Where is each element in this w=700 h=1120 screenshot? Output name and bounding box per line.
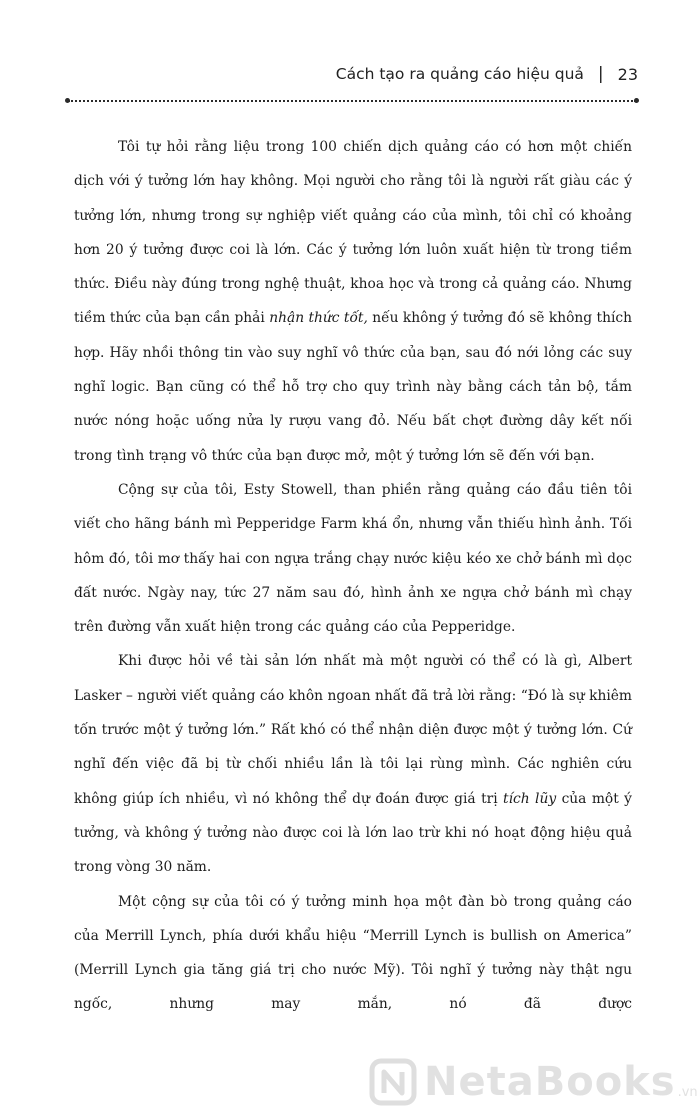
watermark (368, 1052, 698, 1112)
paragraph-2-text: Cộng sự của tôi, Esty Stowell, than phiền rằng quảng cáo đầu tiên tôi viết cho hãng bánh mì Pepperidge Farm khá ổn, nhưng vẫn thiếu hình ảnh. Tối hôm đó, tôi mơ thấy hai con ngựa trắng chạy nước kiệu kéo xe chở bánh mì dọc đất nước. Ngày nay, tức 27 năm sau đó, hình ảnh xe ngựa chở bánh mì chạy trên đường vẫn xuất hiện trong các quảng cáo của Pepperidge. (74, 481, 632, 636)
dotted-header-rule (68, 100, 636, 102)
running-header (336, 64, 638, 84)
paragraph-4-text: Một cộng sự của tôi có ý tưởng minh họa một đàn bò trong quảng cáo của Merrill Lynch, phía dưới khẩu hiệu “Merrill Lynch is bullish on America” (Merrill Lynch gia tăng giá trị cho nước Mỹ). Tôi nghĩ ý tưởng này thật ngu ngốc, nhưng may mắn, nó đã được (74, 893, 632, 1013)
paragraph-2 (74, 473, 632, 644)
body-text (74, 130, 632, 1022)
paragraph-1 (74, 130, 632, 473)
paragraph-4 (74, 885, 632, 1022)
paragraph-3-emphasis: tích lũy (503, 790, 557, 807)
page-number: 23 (617, 64, 638, 84)
paragraph-3 (74, 644, 632, 884)
header-separator: | (597, 64, 604, 84)
paragraph-3-text-a: Khi được hỏi về tài sản lớn nhất mà một người có thể có là gì, Albert Lasker – người viết quảng cáo khôn ngoan nhất đã trả lời rằng: “Đó là sự khiêm tốn trước một ý tưởng lớn.” Rất khó có thể nhận diện được một ý tưởng lớn. Cứ nghĩ đến việc đã bị từ chối nhiều lần là tôi lại rùng mình. Các nghiên cứu không giúp ích nhiều, vì nó không thể dự đoán được giá trị (74, 653, 632, 807)
paragraph-1-text-b: nếu không ý tưởng đó sẽ không thích hợp. Hãy nhồi thông tin vào suy nghĩ vô thức của bạn, sau đó nới lỏng các suy nghĩ logic. Bạn cũng có thể hỗ trợ cho quy trình này bằng cách tản bộ, tắm nước nóng hoặc uống nửa ly rượu vang đỏ. Nếu bất chợt đường dây kết nối trong tình trạng vô thức của bạn được mở, một ý tưởng lớn sẽ đến với bạn. (74, 310, 632, 464)
paragraph-1-text-a: Tôi tự hỏi rằng liệu trong 100 chiến dịch quảng cáo có hơn một chiến dịch với ý tưởng lớn hay không. Mọi người cho rằng tôi là người rất giàu các ý tưởng lớn, nhưng trong sự nghiệp viết quảng cáo của mình, tôi chỉ có khoảng hơn 20 ý tưởng được coi là lớn. Các ý tưởng lớn luôn xuất hiện từ trong tiềm thức. Điều này đúng trong nghệ thuật, khoa học và trong cả quảng cáo. Nhưng tiềm thức của bạn cần phải (74, 139, 632, 327)
paragraph-1-emphasis: nhận thức tốt, (269, 310, 368, 327)
watermark-suffix: .vn (677, 1085, 698, 1100)
running-title: Cách tạo ra quảng cáo hiệu quả (335, 65, 584, 83)
watermark-text: NetaBooks (424, 1059, 676, 1105)
paragraph-3-text-b: của một ý tưởng, và không ý tưởng nào được coi là lớn lao trừ khi nó hoạt động hiệu quả trong vòng 30 năm. (74, 790, 632, 876)
n-letter-logo-icon (368, 1057, 418, 1107)
